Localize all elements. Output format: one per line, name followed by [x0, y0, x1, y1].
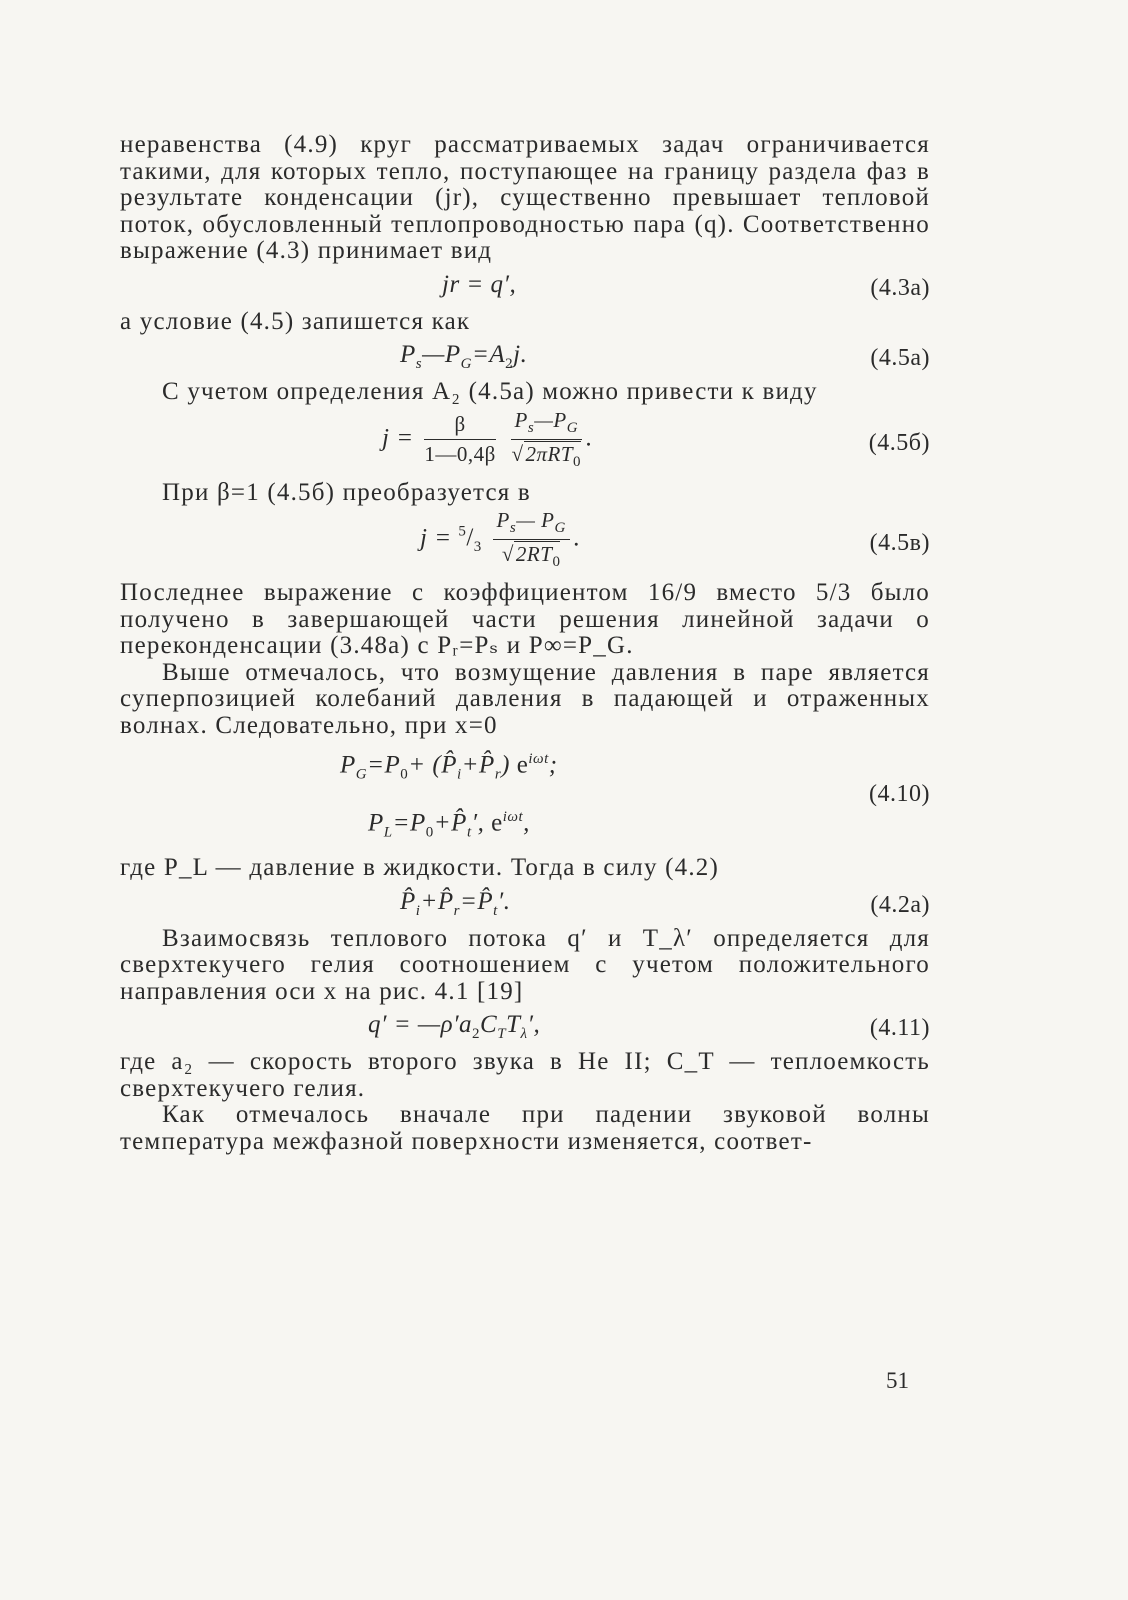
equation-label: (4.5в) [869, 530, 930, 556]
equation-4-5b [120, 406, 930, 480]
paragraph-2: а условие (4.5) запишется как [120, 307, 471, 335]
equation-4-5v [120, 506, 930, 580]
paragraph-9: где a₂ — скорость второго звука в He II; C_T — теплоемкость сверхтекучего гелия. [120, 1048, 930, 1102]
paragraph-7: где P_L — давление в жидкости. Тогда в силу (4.2) [120, 854, 720, 881]
equation-label: (4.10) [869, 781, 930, 807]
equation-label: (4.5а) [870, 345, 930, 371]
paragraph-8: Взаимосвязь теплового потока q′ и T_λ′ определяется для сверхтекучего гелия соотношением с учетом положительного направления оси x на рис. 4.1 [19] [120, 924, 930, 1005]
formula-4-3a: jr = q′, [442, 270, 517, 298]
paragraph-10: Как отмечалось вначале при падении звуковой волны температура межфазной поверхности изменяется, соответ- [120, 1101, 930, 1155]
formula-4-5a: $P_s—P_G=A_2j$. [400, 341, 528, 372]
formula-4-5v: $j = ^5/_3$ $\frac{P_s— P_G}{√2RT_0}$ . [420, 508, 581, 571]
equation-4-11 [120, 1005, 930, 1049]
equation-4-3a [120, 265, 930, 309]
formula-4-10-liquid: $P_L=P_0+P̂_t'$, $e^{i\omega t}$, [368, 809, 530, 841]
paragraph-1: неравенства (4.9) круг рассматриваемых задач ограничивается такими, для которых тепло, поступающее на границу раздела фаз в результате конденсации (jr), существенно превышает тепловой поток, обусловленный теплопроводностью пара (q). Соответственно выражение (4.3) принимает вид [120, 131, 930, 264]
equation-label: (4.5б) [868, 429, 930, 456]
formula-4-10-gas: $P_G=P_0+$ $(P̂_i+P̂_r)$ $e^{i\omega t}$; [340, 751, 558, 783]
formula-4-2a: $P̂_i+P̂_r=P̂_t'$. [400, 887, 511, 919]
equation-label: (4.2а) [870, 891, 930, 918]
equation-4-5a [120, 335, 930, 379]
page-body [120, 132, 930, 1155]
page-number: 51 [886, 1368, 909, 1393]
paragraph-5: Последнее выражение с коэффициентом 16/9 вместо 5/3 было получено в завершающей части решения линейной задачи о переконденсации (3.48а) с Pᵣ=Pₛ и P∞=P_G. [120, 579, 930, 659]
formula-4-11: $q' = —\rho'a_2C_TT_\lambda'$, [368, 1011, 541, 1042]
formula-4-5b: j = $\frac{\beta}{1—0,4\beta}$ $\frac{P_s—P_G}{√2\pi RT_0}$ . [382, 407, 593, 470]
paragraph-4: При β=1 (4.5б) преобразуется в [162, 478, 531, 506]
equation-label: (4.3а) [870, 274, 930, 301]
paragraph-6: Выше отмечалось, что возмущение давления в паре является суперпозицией колебаний давления в падающей и отраженных волнах. Следовательно, при x=0 [120, 658, 930, 739]
equation-4-10 [120, 739, 930, 855]
equation-4-2a [120, 882, 930, 926]
paragraph-3: С учетом определения A₂ (4.5а) можно привести к виду [162, 378, 818, 405]
equation-label: (4.11) [869, 1015, 930, 1041]
